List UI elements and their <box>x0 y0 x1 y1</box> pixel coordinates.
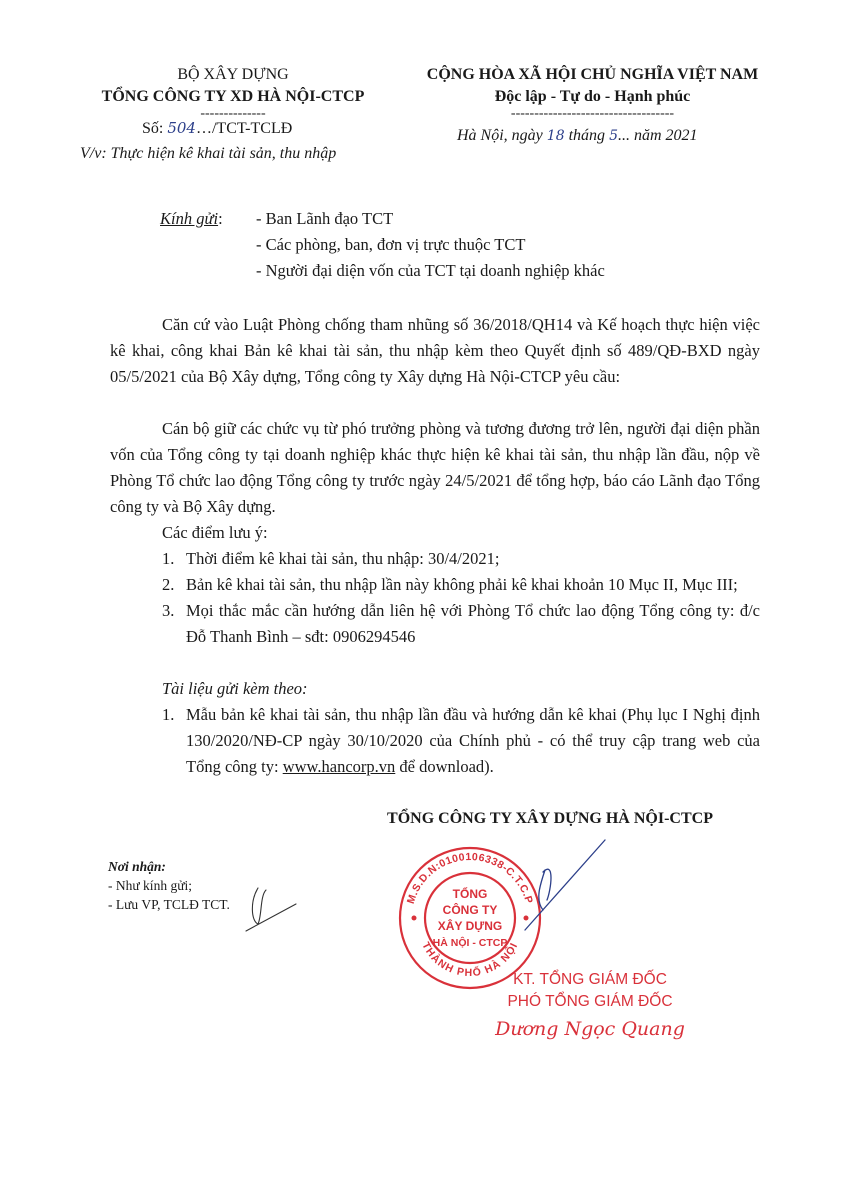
recipient-item: - Ban Lãnh đạo TCT <box>256 209 394 228</box>
paragraph-requirement: Cán bộ giữ các chức vụ từ phó trưởng phòng và tương đương trở lên, người đại diện phần vốn của Tổng công ty tại doanh nghiệp khác thực hiện kê khai tài sản, thu nhập lần đầu, nộp về Phòng Tổ chức lao động Tổng công ty trước ngày 24/5/2021 để tổng hợp, báo cáo Lãnh đạo Tổng công ty và Bộ Xây dựng. <box>110 419 760 516</box>
date-month-handwritten: 5 <box>609 128 618 144</box>
number-suffix: …/TCT-TCLĐ <box>195 120 293 137</box>
distribution-title: Nơi nhận: <box>108 859 166 874</box>
issue-date <box>457 127 698 145</box>
stamp-ring-bottom: THÀNH PHỐ HÀ NỘI <box>419 940 521 980</box>
subject-line: V/v: Thực hiện kê khai tài sản, thu nhập <box>80 145 337 162</box>
note-item <box>162 572 760 598</box>
stamp-line-4: HÀ NỘI - CTCP <box>432 937 508 949</box>
recipient-item: - Các phòng, ban, đơn vị trực thuộc TCT <box>256 235 526 254</box>
attachment-number: 1. <box>162 705 175 724</box>
notes-list <box>162 546 760 650</box>
note-text: Thời điểm kê khai tài sản, thu nhập: 30/4/2021; <box>186 549 500 568</box>
national-motto: Độc lập - Tự do - Hạnh phúc <box>494 88 691 105</box>
note-text: Bản kê khai tài sản, thu nhập lần này không phải kê khai khoản 10 Mục II, Mục III; <box>186 575 738 594</box>
note-item <box>162 546 760 572</box>
website-link[interactable]: www.hancorp.vn <box>282 757 396 776</box>
attachments-title: Tài liệu gửi kèm theo: <box>162 679 308 698</box>
attachment-text <box>186 702 760 780</box>
stamp-ring-text: M.S.D.N:0100106338-C.T.C.P <box>404 850 536 906</box>
date-mid: tháng <box>568 127 606 144</box>
recipient-item: - Người đại diện vốn của TCT tại doanh nghiệp khác <box>256 261 605 280</box>
recipients-label-block <box>160 206 223 232</box>
note-number: 2. <box>162 575 175 594</box>
attachment-text-after: để download). <box>395 757 494 776</box>
right-header-rule: ----------------------------------- <box>510 106 675 121</box>
ministry-name: BỘ XÂY DỰNG <box>177 66 289 83</box>
signer-role-2: PHÓ TỔNG GIÁM ĐỐC <box>507 993 673 1010</box>
note-number: 1. <box>162 549 175 568</box>
date-prefix: Hà Nội, ngày <box>457 127 543 144</box>
number-prefix: Số: <box>142 120 164 137</box>
distribution-item: - Lưu VP, TCLĐ TCT. <box>108 897 230 912</box>
attachment-text-before: Mẫu bản kê khai tài sản, thu nhập lần đầu và hướng dẫn kê khai (Phụ lục I Nghị định 130/2020/NĐ-CP ngày 30/10/2020 của Chính phủ - có thể truy cập trang web của Tổng công ty: <box>186 705 760 776</box>
signer-title <box>480 969 700 1013</box>
signature-org: TỔNG CÔNG TY XÂY DỰNG HÀ NỘI-CTCP <box>387 810 713 827</box>
signature-scribble-icon <box>505 830 615 940</box>
number-handwritten: 504 <box>167 119 196 137</box>
nation-name: CỘNG HÒA XÃ HỘI CHỦ NGHĨA VIỆT NAM <box>426 66 759 83</box>
distribution-item: - Như kính gửi; <box>108 878 193 893</box>
date-day-handwritten: 18 <box>546 128 565 144</box>
recipients-label: Kính gửi <box>160 209 219 228</box>
recipients-list <box>256 206 736 284</box>
left-header <box>68 64 398 120</box>
notes-title: Các điểm lưu ý: <box>162 523 268 542</box>
stamp-line-1: TỔNG <box>452 887 488 901</box>
stamp-line-3: XÂY DỰNG <box>437 919 503 933</box>
stamp-line-2: CÔNG TY <box>442 903 498 917</box>
distribution-block <box>108 857 230 914</box>
recipients-colon: : <box>218 209 223 228</box>
note-item <box>162 598 760 650</box>
signer-role-1: KT. TỔNG GIÁM ĐỐC <box>513 971 667 988</box>
date-suffix: ... năm 2021 <box>617 127 698 144</box>
note-text: Mọi thắc mắc cần hướng dẫn liên hệ với Phòng Tổ chức lao động Tổng công ty: đ/c Đỗ Thanh Bình – sđt: 0906294546 <box>186 601 760 646</box>
document-number <box>142 119 292 138</box>
signer-name: Dương Ngọc Quang <box>495 1018 685 1040</box>
paragraph-legal-basis: Căn cứ vào Luật Phòng chống tham nhũng số 36/2018/QH14 và Kế hoạch thực hiện việc kê khai, công khai Bản kê khai tài sản, thu nhập kèm theo Quyết định số 489/QĐ-BXD ngày 05/5/2021 của Bộ Xây dựng, Tổng công ty Xây dựng Hà Nội-CTCP yêu cầu: <box>110 315 760 386</box>
attachment-item <box>162 702 760 780</box>
right-header <box>410 64 775 120</box>
company-name: TỔNG CÔNG TY XD HÀ NỘI-CTCP <box>101 88 365 105</box>
left-header-rule: -------------- <box>200 106 266 121</box>
note-number: 3. <box>162 601 175 620</box>
initials-scribble-icon <box>236 876 300 942</box>
